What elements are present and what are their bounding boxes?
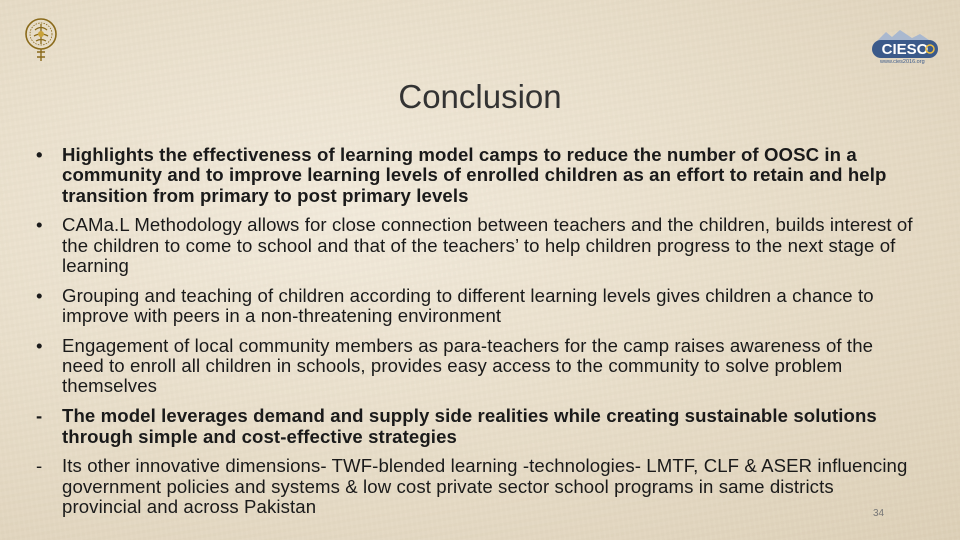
conclusion-point xyxy=(36,406,916,447)
slide-title: Conclusion xyxy=(398,78,562,115)
conclusion-point-text: Engagement of local community members as para-teachers for the camp raises awareness of the need to enroll all children in schools, provides easy access to the community to solve problem themselves xyxy=(62,334,874,397)
page-number: 34 xyxy=(873,508,885,519)
cieso-logo xyxy=(868,28,944,70)
bullet-marker: • xyxy=(36,334,43,356)
conclusion-point-text: The model leverages demand and supply side realities while creating sustainable solutions through simple and cost-effective strategies xyxy=(62,405,877,447)
conclusion-point-text: Grouping and teaching of children according to different learning levels gives children a chance to improve with peers in a non-threatening environment xyxy=(62,284,874,327)
dash-marker: - xyxy=(36,405,43,427)
conclusion-point-text: Highlights the effectiveness of learning model camps to reduce the number of OOSC in a community and to improve learning levels of enrolled children as an effort to retain and help transition from primary to post primary levels xyxy=(62,144,887,206)
conclusion-point xyxy=(36,456,916,517)
dash-marker: - xyxy=(36,455,43,477)
conclusion-point xyxy=(36,286,916,327)
conclusion-point xyxy=(36,336,916,397)
bullet-marker: • xyxy=(36,144,43,165)
bullet-marker: • xyxy=(36,284,43,306)
conclusion-list xyxy=(36,145,916,527)
conclusion-point-text: Its other innovative dimensions- TWF-blended learning -technologies- LMTF, CLF & ASER influencing government policies and systems & low cost private sector school programs in same districts provincial and across Pakistan xyxy=(62,455,908,517)
conclusion-point xyxy=(36,145,916,206)
conclusion-point xyxy=(36,215,916,276)
cieso-logo-text: CIESO xyxy=(881,41,929,58)
bullet-marker: • xyxy=(36,214,43,236)
emblem-icon xyxy=(22,14,60,64)
conclusion-point-text: CAMa.L Methodology allows for close connection between teachers and the children, builds interest of the children to come to school and that of the teachers’ to help children progress to the next stage of learning xyxy=(62,214,913,276)
cieso-url: www.cies2016.org xyxy=(880,59,925,65)
